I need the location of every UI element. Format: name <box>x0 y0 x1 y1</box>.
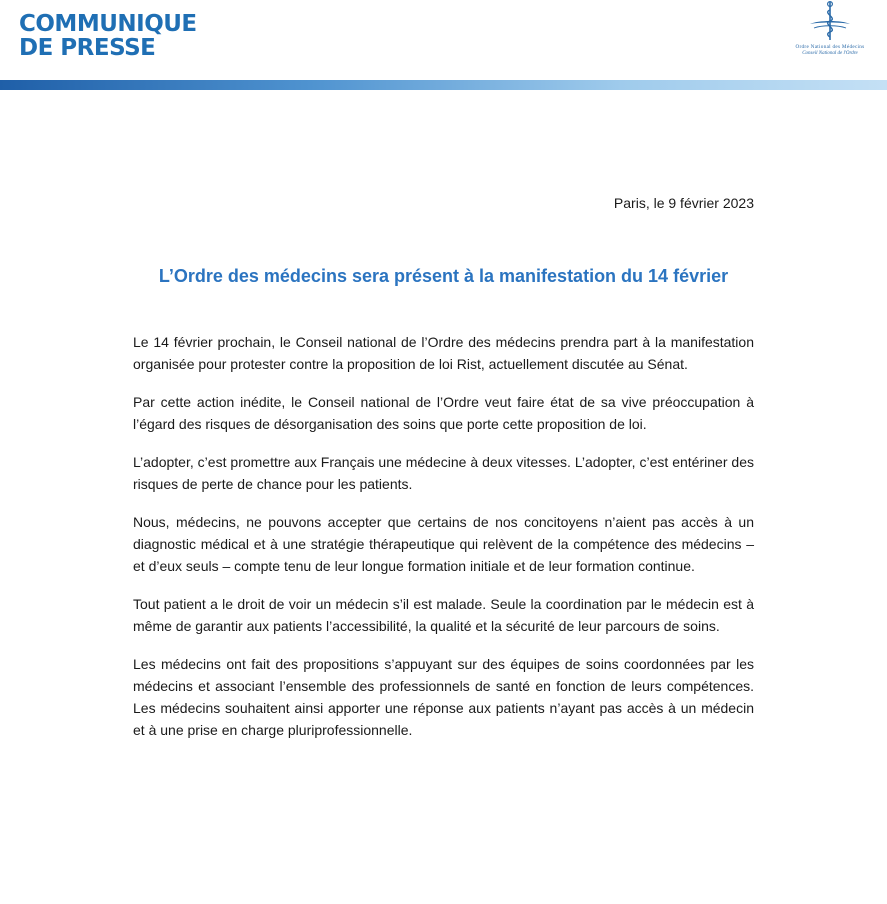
paragraph: Les médecins ont fait des propositions s’appuyant sur des équipes de soins coordonnées par les médecins et associant l’ensemble des professionnels de santé en fonction de leurs compétences. Les médecins souhaitent ainsi apporter une réponse aux patients n’ayant pas accès à un médecin et à une prise en charge pluriprofessionnelle. <box>133 656 754 738</box>
logo-caption-2: Conseil National de l'Ordre <box>802 51 858 56</box>
release-date: Paris, le 9 février 2023 <box>613 195 754 211</box>
heading-line-1: COMMUNIQUE <box>19 11 197 37</box>
paragraph: L’adopter, c’est promettre aux Français une médecine à deux vitesses. L’adopter, c’est entériner des risques de perte de chance pour les patients. <box>133 454 754 492</box>
ordre-medecins-logo <box>778 0 882 64</box>
document-title: L’Ordre des médecins sera présent à la manifestation du 14 février <box>158 266 729 286</box>
logo-caption-1: Ordre National des Médecins <box>795 44 865 50</box>
press-release-body <box>133 331 754 757</box>
caduceus-icon <box>808 0 852 42</box>
paragraph: Tout patient a le droit de voir un médecin s’il est malade. Seule la coordination par le médecin est à même de garantir aux patients l’accessibilité, la qualité et la sécurité de leur parcours de soins. <box>133 596 754 634</box>
header-divider-bar <box>0 80 887 92</box>
heading-line-2: DE PRESSE <box>19 35 156 61</box>
paragraph: Nous, médecins, ne pouvons accepter que certains de nos concitoyens n’aient pas accès à un diagnostic médical et à une stratégie thérapeutique qui relèvent de la compétence des médecins – et d’eux seuls – compte tenu de leur longue formation initiale et de leur formation continue. <box>133 514 754 574</box>
paragraph: Par cette action inédite, le Conseil national de l’Ordre veut faire état de sa vive préoccupation à l’égard des risques de désorganisation des soins que porte cette proposition de loi. <box>133 394 754 432</box>
press-release-heading <box>19 12 197 60</box>
paragraph: Le 14 février prochain, le Conseil national de l’Ordre des médecins prendra part à la manifestation organisée pour protester contre la proposition de loi Rist, actuellement discutée au Sénat. <box>133 334 754 372</box>
